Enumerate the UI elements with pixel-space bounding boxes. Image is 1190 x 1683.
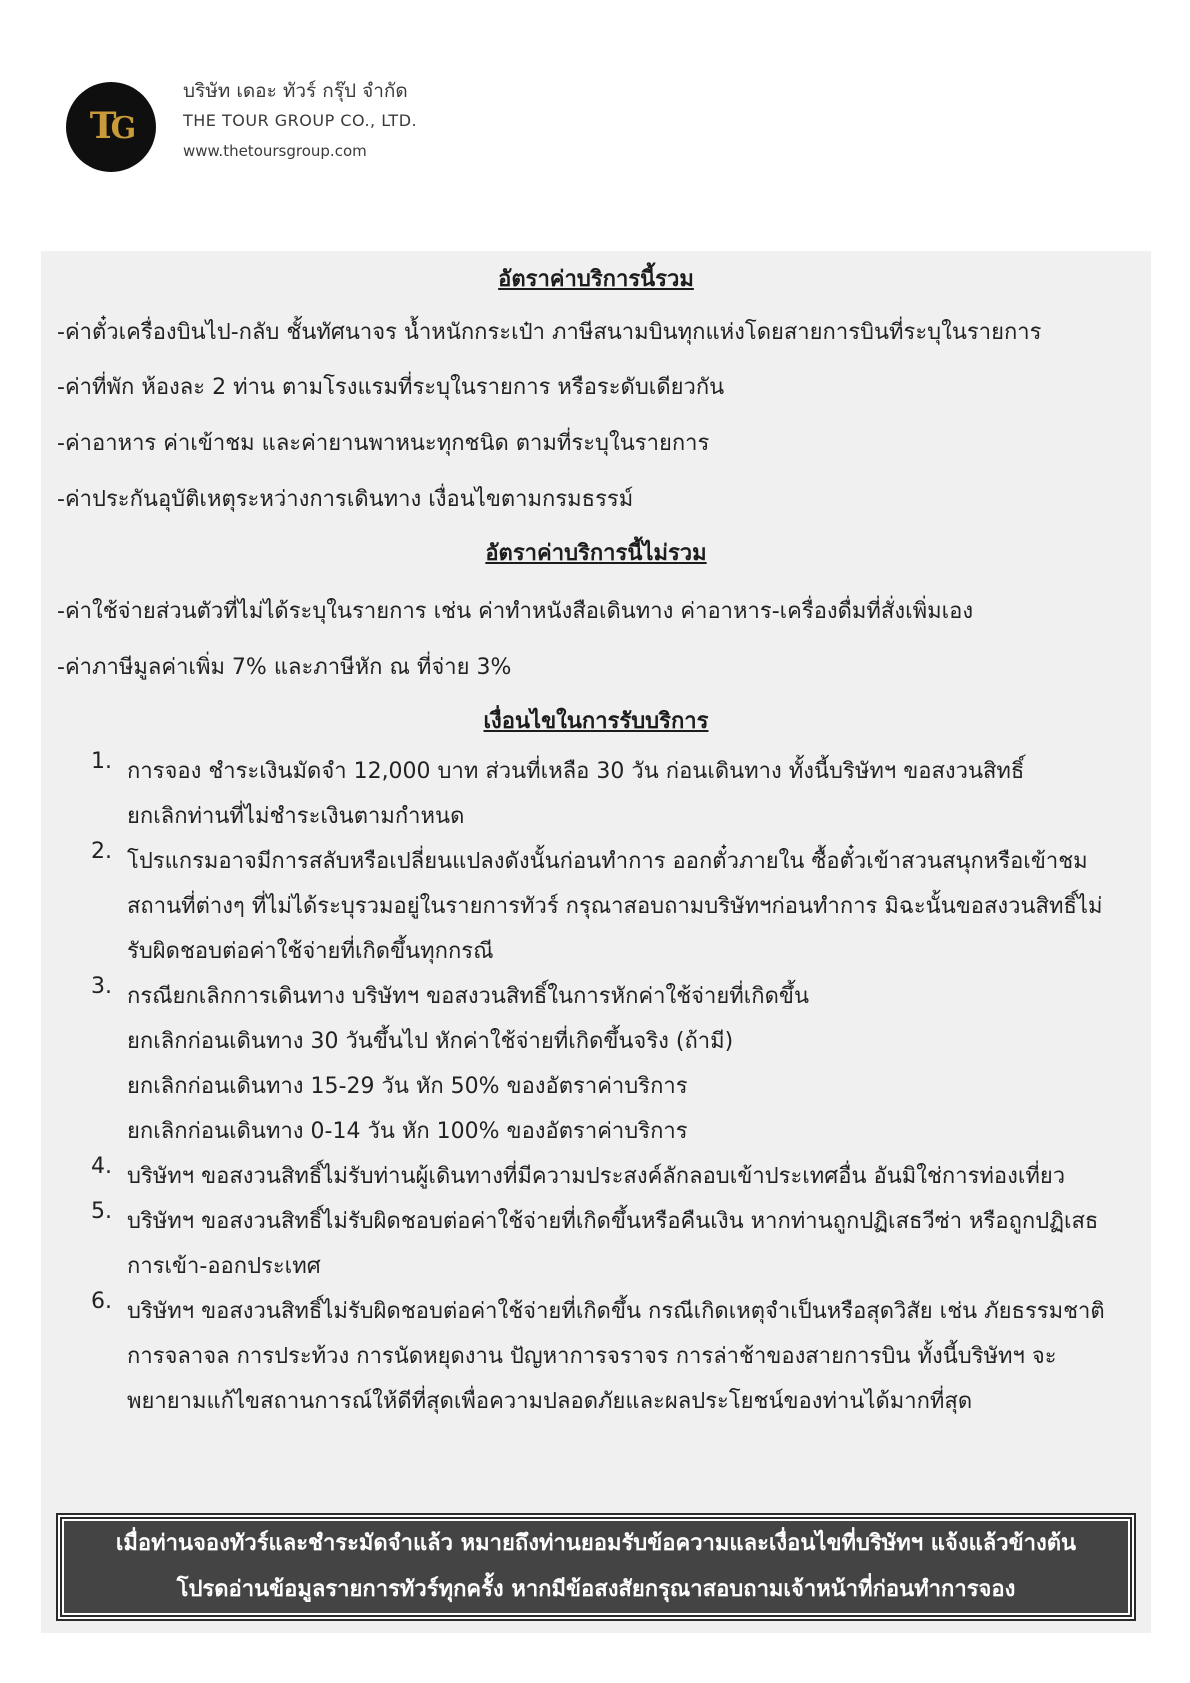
condition-line: บริษัทฯ ขอสงวนสิทธิ์ไม่รับท่านผู้เดินทางที่มีความประสงค์ลักลอบเข้าประเทศอื่น อันมิใช่การท่องเที่ยว xyxy=(127,1164,1066,1189)
condition-number: 1. xyxy=(91,749,112,774)
condition-line: ยกเลิกท่านที่ไม่ชำระเงินตามกำหนด xyxy=(127,804,465,829)
company-header xyxy=(66,68,666,178)
condition-line: ยกเลิกก่อนเดินทาง 15-29 วัน หัก 50% ของอัตราค่าบริการ xyxy=(127,1074,688,1099)
booking-notice-box xyxy=(56,1513,1136,1621)
company-info xyxy=(183,76,417,166)
condition-line: โปรแกรมอาจมีการสลับหรือเปลี่ยนแปลงดังนั้นก่อนทำการ ออกตั๋วภายใน ซื้อตั๋วเข้าสวนสนุกหรือเข้าชม xyxy=(127,849,1088,874)
condition-line: บริษัทฯ ขอสงวนสิทธิ์ไม่รับผิดชอบต่อค่าใช้จ่ายที่เกิดขึ้น กรณีเกิดเหตุจำเป็นหรือสุดวิสัย เช่น ภัยธรรมชาติ xyxy=(127,1299,1105,1324)
condition-line: กรณียกเลิกการเดินทาง บริษัทฯ ขอสงวนสิทธิ์ในการหักค่าใช้จ่ายที่เกิดขึ้น xyxy=(127,984,809,1009)
excluded-title: อัตราค่าบริการนี้ไม่รวม xyxy=(485,541,707,566)
company-name-th: บริษัท เดอะ ทัวร์ กรุ๊ป จำกัด xyxy=(183,80,408,102)
condition-line: สถานที่ต่างๆ ที่ไม่ได้ระบุรวมอยู่ในรายการทัวร์ กรุณาสอบถามบริษัทฯก่อนทำการ มิฉะนั้นขอสงวนสิทธิ์ไม่ xyxy=(127,894,1103,919)
included-item: -ค่าตั๋วเครื่องบินไป-กลับ ชั้นทัศนาจร น้ำหนักกระเป๋า ภาษีสนามบินทุกแห่งโดยสายการบินที่ระบุในรายการ xyxy=(57,320,1042,345)
notice-line-2: โปรดอ่านข้อมูลรายการทัวร์ทุกครั้ง หากมีข้อสงสัยกรุณาสอบถามเจ้าหน้าที่ก่อนทำการจอง xyxy=(176,1577,1016,1602)
condition-line: บริษัทฯ ขอสงวนสิทธิ์ไม่รับผิดชอบต่อค่าใช้จ่ายที่เกิดขึ้นหรือคืนเงิน หากท่านถูกปฏิเสธวีซ่า หรือถูกปฏิเสธ xyxy=(127,1209,1099,1234)
conditions-title: เงื่อนไขในการรับบริการ xyxy=(483,709,709,734)
condition-line: ยกเลิกก่อนเดินทาง 30 วันขึ้นไป หักค่าใช้จ่ายที่เกิดขึ้นจริง (ถ้ามี) xyxy=(127,1029,734,1054)
excluded-item: -ค่าภาษีมูลค่าเพิ่ม 7% และภาษีหัก ณ ที่จ่าย 3% xyxy=(57,655,512,680)
terms-panel xyxy=(41,251,1151,1633)
included-item: -ค่าอาหาร ค่าเข้าชม และค่ายานพาหนะทุกชนิด ตามที่ระบุในรายการ xyxy=(57,431,710,456)
notice-line-1: เมื่อท่านจองทัวร์และชำระมัดจำแล้ว หมายถึงท่านยอมรับข้อความและเงื่อนไขที่บริษัทฯ แจ้งแล้วข้างต้น xyxy=(115,1531,1077,1556)
included-title: อัตราค่าบริการนี้รวม xyxy=(498,267,694,292)
company-name-en: THE TOUR GROUP CO., LTD. xyxy=(183,111,418,130)
condition-number: 6. xyxy=(91,1289,112,1314)
condition-number: 3. xyxy=(91,974,112,999)
condition-number: 5. xyxy=(91,1199,112,1224)
condition-line: รับผิดชอบต่อค่าใช้จ่ายที่เกิดขึ้นทุกกรณี xyxy=(127,939,494,964)
excluded-item: -ค่าใช้จ่ายส่วนตัวที่ไม่ได้ระบุในรายการ เช่น ค่าทำหนังสือเดินทาง ค่าอาหาร-เครื่องดื่มที่สั่งเพิ่มเอง xyxy=(57,599,974,624)
company-website[interactable]: www.thetoursgroup.com xyxy=(183,142,367,160)
condition-line: ยกเลิกก่อนเดินทาง 0-14 วัน หัก 100% ของอัตราค่าบริการ xyxy=(127,1119,688,1144)
condition-line: การจลาจล การประท้วง การนัดหยุดงาน ปัญหาการจราจร การล่าช้าของสายการบิน ทั้งนี้บริษัทฯ จะ xyxy=(127,1344,1057,1369)
company-logo xyxy=(66,82,156,172)
logo-monogram: TG xyxy=(89,104,133,147)
condition-number: 4. xyxy=(91,1154,112,1179)
condition-line: การจอง ชำระเงินมัดจำ 12,000 บาท ส่วนที่เหลือ 30 วัน ก่อนเดินทาง ทั้งนี้บริษัทฯ ขอสงวนสิทธิ์ xyxy=(127,759,1025,784)
condition-number: 2. xyxy=(91,839,112,864)
included-item: -ค่าที่พัก ห้องละ 2 ท่าน ตามโรงแรมที่ระบุในรายการ หรือระดับเดียวกัน xyxy=(57,375,725,400)
included-item: -ค่าประกันอุบัติเหตุระหว่างการเดินทาง เงื่อนไขตามกรมธรรม์ xyxy=(57,487,634,512)
condition-line: พยายามแก้ไขสถานการณ์ให้ดีที่สุดเพื่อความปลอดภัยและผลประโยชน์ของท่านได้มากที่สุด xyxy=(127,1389,973,1414)
condition-line: การเข้า-ออกประเทศ xyxy=(127,1254,321,1279)
